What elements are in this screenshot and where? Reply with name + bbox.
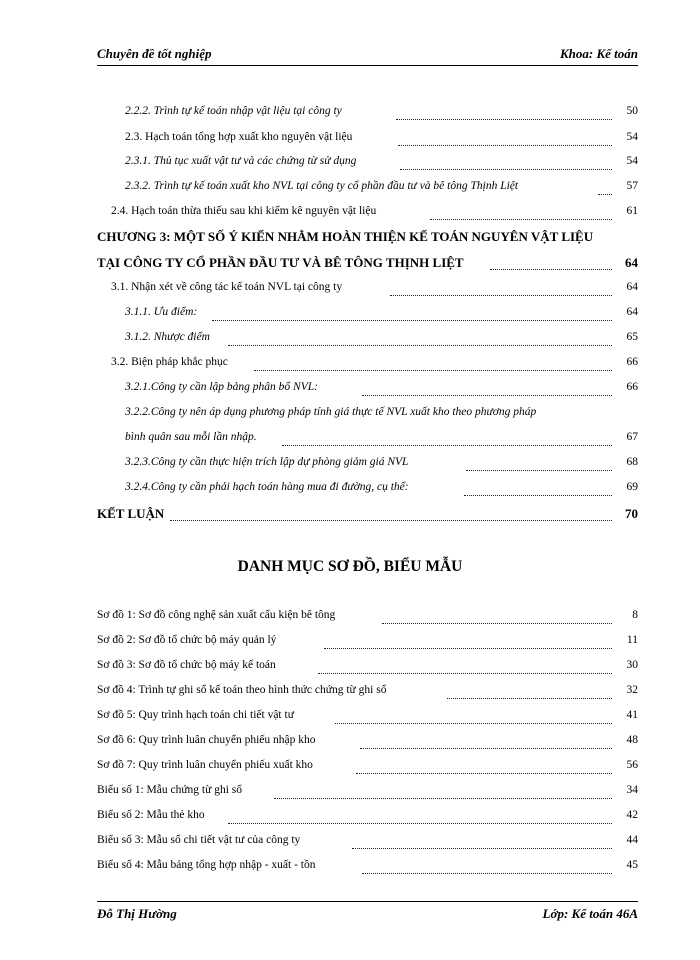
page-footer	[97, 906, 638, 924]
leader-dots	[254, 356, 612, 371]
list-item-text: Biểu số 2: Mẫu thẻ kho	[97, 809, 205, 821]
toc-entry[interactable]	[0, 306, 638, 324]
toc-entry[interactable]	[0, 155, 638, 173]
toc-entry-text: 3.2.4.Công ty cần phải hạch toán hàng mua đi đường, cụ thể:	[125, 481, 409, 493]
list-item-text: Biểu số 3: Mẫu sổ chi tiết vật tư của công ty	[97, 834, 301, 846]
toc-entry[interactable]	[0, 381, 638, 399]
list-item[interactable]	[0, 734, 638, 752]
leader-dots	[490, 255, 612, 270]
toc-entry-text: 2.3. Hạch toán tổng hợp xuất kho nguyên vật liệu	[125, 131, 353, 143]
toc-page: 54	[626, 131, 638, 143]
header-right: Khoa: Kế toán	[559, 46, 638, 61]
list-item-text: Sơ đồ 5: Quy trình hạch toán chi tiết vật tư	[97, 709, 294, 721]
toc-page: 66	[626, 381, 638, 393]
leader-dots	[324, 634, 612, 649]
header-left: Chuyên đề tốt nghiệp	[97, 46, 212, 61]
leader-dots	[396, 105, 612, 120]
toc-entry-text: 2.2.2. Trình tự kế toán nhập vật liệu tại công ty	[125, 105, 342, 117]
leader-dots	[356, 759, 612, 774]
leader-dots	[274, 784, 612, 799]
toc-page: 64	[625, 255, 638, 270]
list-item-text: Sơ đồ 6: Quy trình luân chuyển phiếu nhập kho	[97, 734, 316, 746]
leader-dots	[430, 205, 612, 220]
toc-entry-text: 3.2. Biện pháp khắc phục	[111, 356, 228, 368]
toc-entry[interactable]	[0, 205, 638, 223]
toc-entry[interactable]	[0, 481, 638, 499]
leader-dots	[282, 431, 612, 446]
toc-entry-wrapped-line[interactable]	[125, 406, 638, 424]
leader-dots	[466, 456, 612, 471]
toc-page: 50	[626, 105, 638, 117]
toc-chapter-entry[interactable]	[0, 255, 638, 273]
toc-entry[interactable]	[0, 105, 638, 123]
list-item-text: Sơ đồ 1: Sơ đồ công nghệ sản xuất cấu kiện bê tông	[97, 609, 336, 621]
toc-entry[interactable]	[0, 431, 638, 449]
toc-chapter-heading[interactable]	[97, 229, 638, 247]
header-rule	[97, 65, 638, 66]
toc-page: 61	[626, 205, 638, 217]
toc-page: 64	[626, 281, 638, 293]
leader-dots	[390, 281, 612, 296]
leader-dots	[464, 481, 612, 496]
list-item-text: Sơ đồ 4: Trình tự ghi sổ kế toán theo hình thức chứng từ ghi sổ	[97, 684, 387, 696]
leader-dots	[352, 834, 612, 849]
list-item-page: 44	[626, 834, 638, 846]
list-title: DANH MỤC SƠ ĐỒ, BIỂU MẪU	[237, 558, 463, 575]
footer-left: Đỗ Thị Hường	[97, 906, 177, 921]
list-item-page: 56	[626, 759, 638, 771]
list-item[interactable]	[0, 784, 638, 802]
list-item[interactable]	[0, 684, 638, 702]
toc-entry-text: KẾT LUẬN	[97, 506, 165, 521]
toc-page: 67	[626, 431, 638, 443]
toc-chapter-entry[interactable]	[0, 506, 638, 524]
list-item-page: 30	[626, 659, 638, 671]
toc-entry-text: 3.1.2. Nhược điểm	[125, 331, 210, 343]
list-item[interactable]	[0, 809, 638, 827]
list-item-text: Biểu số 4: Mẫu bảng tổng hợp nhập - xuất - tồn	[97, 859, 316, 871]
list-item[interactable]	[0, 759, 638, 777]
toc-page: 64	[626, 306, 638, 318]
list-item-text: Sơ đồ 2: Sơ đồ tổ chức bộ máy quản lý	[97, 634, 277, 646]
leader-dots	[447, 684, 612, 699]
leader-dots	[598, 180, 612, 195]
leader-dots	[335, 709, 612, 724]
leader-dots	[228, 331, 612, 346]
toc-entry-text: 2.3.2. Trình tự kế toán xuất kho NVL tại công ty cổ phần đầu tư và bê tông Thịnh Liệt	[125, 180, 519, 192]
toc-entry-text: 2.3.1. Thủ tục xuất vật tư và các chứng từ sử dụng	[125, 155, 357, 167]
toc-entry-text: 3.1.1. Ưu điểm:	[125, 306, 198, 318]
leader-dots	[318, 659, 612, 674]
toc-page: 57	[626, 180, 638, 192]
toc-page: 65	[626, 331, 638, 343]
leader-dots	[362, 381, 612, 396]
toc-entry-text: bình quân sau mỗi lần nhập.	[125, 431, 257, 443]
toc-page: 69	[626, 481, 638, 493]
toc-entry-text: 2.4. Hạch toán thừa thiếu sau khi kiểm kê nguyên vật liệu	[111, 205, 377, 217]
toc-entry-text: 3.2.1.Công ty cần lập bảng phân bổ NVL:	[125, 381, 318, 393]
leader-dots	[212, 306, 612, 321]
toc-entry-text: 3.1. Nhận xét về công tác kế toán NVL tại công ty	[111, 281, 343, 293]
leader-dots	[360, 734, 612, 749]
toc-chapter-line1: CHƯƠNG 3: MỘT SỐ Ý KIẾN NHẰM HOÀN THIỆN KẾ TOÁN NGUYÊN VẬT LIỆU	[97, 229, 594, 244]
toc-entry[interactable]	[0, 281, 638, 299]
toc-entry-text: 3.2.2.Công ty nên áp dụng phương pháp tính giá thực tế NVL xuất kho theo phương pháp	[125, 406, 537, 418]
list-item[interactable]	[0, 609, 638, 627]
toc-page: 68	[626, 456, 638, 468]
list-item-text: Sơ đồ 7: Quy trình luân chuyển phiếu xuất kho	[97, 759, 313, 771]
toc-page: 70	[625, 506, 638, 521]
leader-dots	[228, 809, 612, 824]
toc-page: 66	[626, 356, 638, 368]
list-item-page: 45	[626, 859, 638, 871]
list-item[interactable]	[0, 834, 638, 852]
leader-dots	[362, 859, 612, 874]
toc-page: 54	[626, 155, 638, 167]
leader-dots	[382, 609, 612, 624]
list-item-page: 42	[626, 809, 638, 821]
footer-rule	[97, 901, 638, 902]
list-item[interactable]	[0, 659, 638, 677]
list-item-page: 41	[626, 709, 638, 721]
toc-entry-text: TẠI CÔNG TY CỔ PHẦN ĐẦU TƯ VÀ BÊ TÔNG THỊNH LIỆT	[97, 255, 464, 270]
list-item-page: 8	[632, 609, 638, 621]
leader-dots	[398, 131, 612, 146]
toc-entry-text: 3.2.3.Công ty cần thực hiện trích lập dự phòng giảm giá NVL	[125, 456, 409, 468]
list-item[interactable]	[0, 859, 638, 877]
list-item[interactable]	[0, 634, 638, 652]
leader-dots	[400, 155, 612, 170]
page-header	[97, 46, 638, 64]
toc-entry[interactable]	[0, 180, 638, 198]
list-item-page: 11	[626, 634, 638, 646]
list-item-page: 34	[626, 784, 638, 796]
list-item[interactable]	[0, 709, 638, 727]
toc-entry[interactable]	[0, 456, 638, 474]
list-item-text: Sơ đồ 3: Sơ đồ tổ chức bộ máy kế toán	[97, 659, 276, 671]
toc-entry[interactable]	[0, 131, 638, 149]
footer-right: Lớp: Kế toán 46A	[542, 906, 638, 921]
toc-entry[interactable]	[0, 331, 638, 349]
list-item-page: 48	[626, 734, 638, 746]
toc-entry[interactable]	[0, 356, 638, 374]
leader-dots	[170, 506, 612, 521]
list-item-text: Biểu số 1: Mẫu chứng từ ghi sổ	[97, 784, 243, 796]
list-item-page: 32	[626, 684, 638, 696]
